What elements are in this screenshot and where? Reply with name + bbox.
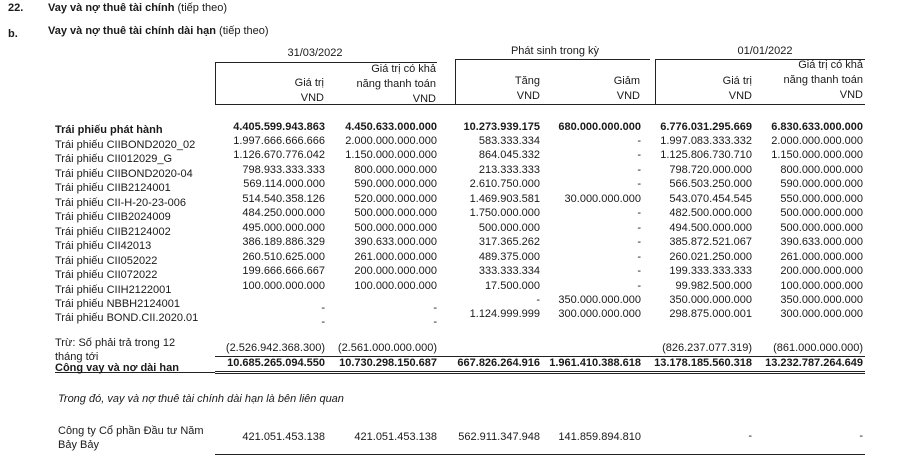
- table-cell: 500.000.000.000: [354, 207, 437, 219]
- table-cell: -: [637, 178, 641, 190]
- table-cell: -: [321, 316, 325, 328]
- table-cell: 514.540.358.126: [242, 193, 325, 205]
- section-title-text: Vay và nợ thuê tài chính: [48, 2, 175, 14]
- row-label-grand-total: Cộng vay và nợ dài hạn: [55, 362, 179, 374]
- table-cell: 390.633.000.000: [354, 236, 437, 248]
- table-cell: 199.333.333.333: [669, 265, 752, 277]
- table-cell: 1.750.000.000: [469, 207, 540, 219]
- related-party-cell: 421.051.453.138: [242, 431, 325, 443]
- section-title-suffix: (tiếp theo): [177, 2, 228, 14]
- table-cell: 4.405.599.943.863: [233, 121, 325, 133]
- column-divider: [215, 62, 216, 104]
- table-cell: 800.000.000.000: [354, 164, 437, 176]
- table-cell: 200.000.000.000: [780, 265, 863, 277]
- table-cell: -: [637, 251, 641, 263]
- table-cell: -: [637, 149, 641, 161]
- column-header-line: Giá trị: [722, 75, 752, 87]
- table-cell: 30.000.000.000: [564, 193, 641, 205]
- row-label: Trái phiếu CIIB2024009: [55, 211, 171, 223]
- table-cell: -: [637, 222, 641, 234]
- table-cell: 500.000.000.000: [780, 222, 863, 234]
- table-cell: 350.000.000.000: [669, 294, 752, 306]
- table-cell: 99.982.500.000: [675, 280, 752, 292]
- row-label: Trái phiếu CII052022: [55, 255, 158, 267]
- table-cell: 482.500.000.000: [669, 207, 752, 219]
- table-cell: 10.685.265.094.550: [227, 357, 325, 369]
- group-underline-movement: [455, 59, 650, 60]
- row-label: Trái phiếu BOND.CII.2020.01: [55, 312, 199, 324]
- table-cell: 100.000.000.000: [780, 280, 863, 292]
- table-cell: 213.333.333: [478, 164, 540, 176]
- grand-total-double-rule: [215, 371, 865, 374]
- table-cell: 566.503.250.000: [669, 178, 752, 190]
- table-cell: -: [637, 207, 641, 219]
- column-header-unit: VND: [839, 89, 863, 101]
- related-party-label-line: Bảy Bảy: [58, 439, 99, 451]
- table-cell: 667.826.264.916: [457, 357, 540, 369]
- table-cell: -: [433, 302, 437, 314]
- row-label: Trái phiếu CIIBOND2020_02: [55, 139, 196, 151]
- table-cell: 350.000.000.000: [558, 294, 641, 306]
- group-header-movement: Phát sinh trong kỳ: [510, 45, 600, 57]
- row-label: Trái phiếu CII-H-20-23-006: [55, 197, 187, 209]
- row-label-line: Trừ: Số phải trả trong 12: [55, 337, 176, 349]
- table-cell: 385.872.521.067: [669, 236, 752, 248]
- subsection-title-suffix: (tiếp theo): [219, 25, 269, 37]
- column-header-payable-end: [340, 62, 436, 107]
- table-cell: 10.730.298.150.687: [339, 357, 437, 369]
- table-cell: 798.933.333.333: [242, 164, 325, 176]
- table-cell: -: [321, 302, 325, 314]
- table-cell: 1.126.670.776.042: [233, 149, 325, 161]
- column-header-line: Giá trị có khả: [371, 63, 436, 75]
- table-cell: 4.450.633.000.000: [345, 121, 437, 133]
- table-cell: 798.720.000.000: [669, 164, 752, 176]
- column-divider: [655, 59, 656, 104]
- row-label: Trái phiếu CII072022: [55, 269, 158, 281]
- column-header-value-start: [670, 74, 752, 104]
- table-cell: -: [637, 164, 641, 176]
- subsection-title-text: Vay và nợ thuê tài chính dài hạn: [48, 25, 216, 37]
- header-rule: [215, 104, 865, 105]
- table-cell: 261.000.000.000: [354, 251, 437, 263]
- table-cell: 6.830.633.000.000: [771, 121, 863, 133]
- related-party-label: [58, 424, 204, 452]
- table-cell: 1.125.806.730.710: [660, 149, 752, 161]
- column-header-value-end: [240, 76, 324, 106]
- table-cell: 1.150.000.000.000: [771, 149, 863, 161]
- table-cell: 260.510.625.000: [242, 251, 325, 263]
- table-cell: 1.150.000.000.000: [345, 149, 437, 161]
- table-cell: 200.000.000.000: [354, 265, 437, 277]
- table-cell: 300.000.000.000: [780, 308, 863, 320]
- related-party-heading: Trong đó, vay và nợ thuê tài chính dài hạn là bên liên quan: [58, 393, 344, 405]
- table-cell: 10.273.939.175: [463, 121, 540, 133]
- table-cell: 800.000.000.000: [780, 164, 863, 176]
- table-cell: 300.000.000.000: [558, 308, 641, 320]
- column-header-payable-start: [765, 58, 863, 103]
- row-label: Trái phiếu CII012029_G: [55, 153, 172, 165]
- subsection-letter: b.: [8, 28, 18, 40]
- row-label-line: tháng tới: [55, 351, 99, 363]
- table-cell: 864.045.332: [478, 149, 540, 161]
- table-cell: 543.070.454.545: [669, 193, 752, 205]
- column-divider: [455, 59, 456, 104]
- column-header-decrease: [560, 74, 640, 104]
- section-title: [48, 2, 227, 14]
- related-party-bottom-rule: [215, 454, 865, 455]
- table-cell: 1.997.083.333.332: [660, 135, 752, 147]
- row-label: Trái phiếu NBBH2124001: [55, 298, 180, 310]
- row-label: Trái phiếu CIIB2124001: [55, 182, 171, 194]
- column-header-line: Giảm: [613, 75, 640, 87]
- related-party-cell: 562.911.347.948: [458, 431, 540, 443]
- table-cell: 520.000.000.000: [354, 193, 437, 205]
- table-cell: -: [637, 265, 641, 277]
- row-label: Trái phiếu CIIBOND2020-04: [55, 168, 193, 180]
- table-cell: 13.178.185.560.318: [654, 357, 752, 369]
- table-cell: 6.776.031.295.669: [660, 121, 752, 133]
- table-cell: 261.000.000.000: [780, 251, 863, 263]
- table-cell: (861.000.000.000): [773, 342, 863, 354]
- table-cell: 2.000.000.000.000: [345, 135, 437, 147]
- table-cell: 550.000.000.000: [780, 193, 863, 205]
- table-cell: 2.610.750.000: [469, 178, 540, 190]
- table-cell: -: [637, 236, 641, 248]
- table-cell: 390.633.000.000: [780, 236, 863, 248]
- table-cell: -: [637, 280, 641, 292]
- table-cell: (826.237.077.319): [662, 342, 752, 354]
- table-cell: 680.000.000.000: [558, 121, 641, 133]
- table-cell: 17.500.000: [484, 280, 540, 292]
- subsection-title: [48, 25, 269, 37]
- column-header-unit: VND: [516, 90, 540, 102]
- row-label: Trái phiếu CIIB2124002: [55, 226, 171, 238]
- table-cell: 298.875.000.001: [669, 308, 752, 320]
- column-header-line: Giá trị có khả: [798, 59, 863, 71]
- column-header-line: năng thanh toán: [356, 78, 436, 90]
- table-cell: 100.000.000.000: [354, 280, 437, 292]
- table-cell: 350.000.000.000: [780, 294, 863, 306]
- table-cell: 495.000.000.000: [242, 222, 325, 234]
- row-label-bonds-issued: Trái phiếu phát hành: [55, 124, 163, 136]
- column-header-line: Tăng: [514, 75, 540, 87]
- table-cell: 500.000.000: [478, 222, 540, 234]
- table-cell: 569.114.000.000: [243, 178, 325, 190]
- table-cell: -: [637, 135, 641, 147]
- table-cell: 199.666.666.667: [242, 265, 325, 277]
- table-cell: 317.365.262: [478, 236, 540, 248]
- related-party-cell: 421.051.453.138: [354, 431, 437, 443]
- table-cell: 13.232.787.264.649: [765, 357, 863, 369]
- table-cell: 1.961.410.388.618: [549, 357, 641, 369]
- related-party-cell: 141.859.894.810: [558, 431, 641, 443]
- table-cell: 2.000.000.000.000: [771, 135, 863, 147]
- row-label-less-current-portion: [55, 336, 175, 364]
- table-cell: 260.021.250.000: [669, 251, 752, 263]
- table-cell: 500.000.000.000: [354, 222, 437, 234]
- row-label: Trái phiếu CIIH2122001: [55, 284, 172, 296]
- table-cell: 1.124.999.999: [469, 308, 540, 320]
- table-cell: 484.250.000.000: [242, 207, 325, 219]
- table-cell: 489.375.000: [478, 251, 540, 263]
- column-header-line: năng thanh toán: [783, 74, 863, 86]
- column-header-line: Giá trị: [294, 77, 324, 89]
- row-label: Trái phiếu CII42013: [55, 240, 152, 252]
- table-cell: 1.997.666.666.666: [233, 135, 325, 147]
- table-cell: 1.469.903.581: [469, 193, 540, 205]
- related-party-label-line: Công ty Cổ phần Đầu tư Năm: [58, 425, 204, 437]
- table-cell: 590.000.000.000: [354, 178, 437, 190]
- table-cell: (2.526.942.368.300): [225, 342, 325, 354]
- table-cell: -: [536, 294, 540, 306]
- column-header-unit: VND: [616, 90, 640, 102]
- table-cell: (2.561.000.000.000): [337, 342, 437, 354]
- table-cell: 494.500.000.000: [669, 222, 752, 234]
- group-header-period-start: 01/01/2022: [737, 45, 793, 57]
- related-party-cell: -: [859, 430, 863, 442]
- section-number: 22.: [8, 2, 24, 14]
- table-cell: 583.333.334: [478, 135, 540, 147]
- column-header-increase: [460, 74, 540, 104]
- table-cell: 590.000.000.000: [780, 178, 863, 190]
- table-cell: 333.333.334: [478, 265, 540, 277]
- table-cell: 100.000.000.000: [242, 280, 325, 292]
- column-header-unit: VND: [412, 93, 436, 105]
- column-header-unit: VND: [728, 90, 752, 102]
- column-header-unit: VND: [300, 92, 324, 104]
- table-cell: -: [433, 316, 437, 328]
- related-party-cell: -: [748, 430, 752, 442]
- table-cell: 386.189.886.329: [242, 236, 325, 248]
- table-cell: 500.000.000.000: [780, 207, 863, 219]
- group-header-period-end: 31/03/2022: [287, 47, 343, 59]
